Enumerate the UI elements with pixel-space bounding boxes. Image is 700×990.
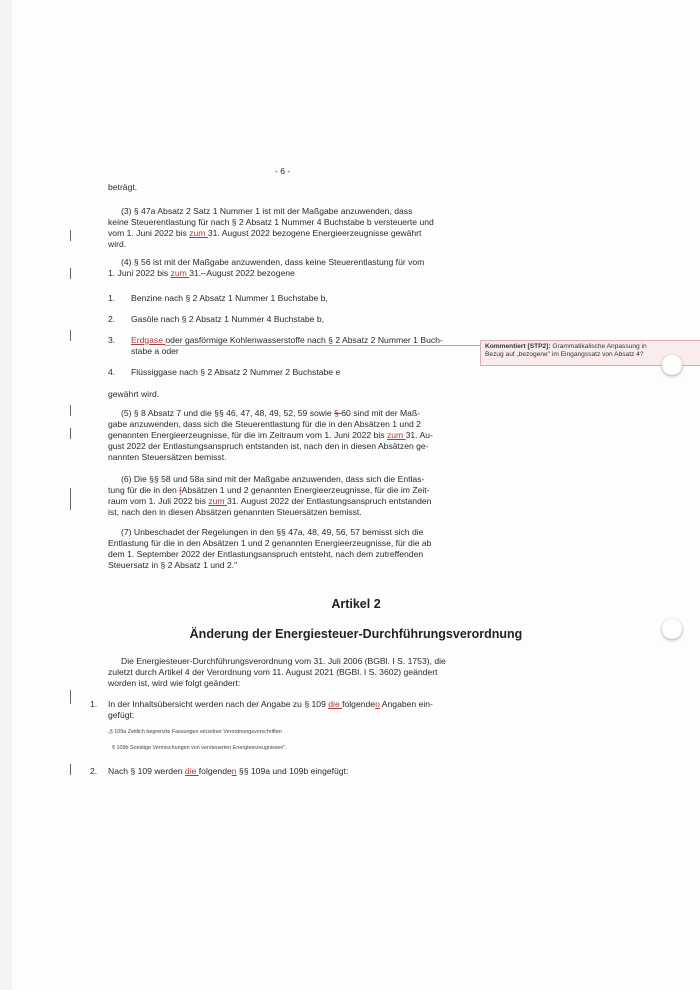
list-item: Benzine nach § 2 Absatz 1 Nummer 1 Buchstabe b, <box>131 293 328 303</box>
paragraph-4-line <box>108 268 295 280</box>
text-segment: tung für die in den <box>108 485 180 495</box>
intro-line: worden ist, wird wie folgt geändert: <box>108 678 241 688</box>
comment-connector-line <box>165 345 480 346</box>
text-segment: 31. <box>189 268 202 278</box>
article-heading: Artikel 2 <box>331 597 381 611</box>
paragraph-5-line: gabe anzuwenden, dass sich die Steuerentlastung für die in den Absätzen 1 und 2 <box>108 419 421 429</box>
text-segment: Nach § 109 werden <box>108 766 185 776</box>
change-bar <box>70 330 71 341</box>
list-number: 1. <box>108 293 116 303</box>
list-item: Flüssiggase nach § 2 Absatz 2 Nummer 2 Buchstabe e <box>131 367 341 377</box>
comment-text: Grammatikalische Anpassung in <box>552 343 647 350</box>
list-number: 2. <box>108 314 116 324</box>
text-segment: In der Inhaltsübersicht werden nach der Angabe zu § 109 <box>108 699 329 709</box>
paragraph-3-line: keine Steuerentlastung für nach § 2 Absatz 1 Nummer 4 Buchstabe b versteuerte und <box>108 217 434 227</box>
change-bar <box>70 268 71 279</box>
paragraph-5-line: gust 2022 der Entlastungsanspruch entstanden ist, nach den in diesen Absätzen ge- <box>108 441 429 451</box>
paragraph-3-line: (3) § 47a Absatz 2 Satz 1 Nummer 1 ist mit der Maßgabe anzuwenden, dass <box>121 206 413 216</box>
text-segment: 31. August 2022 der Entlastungsanspruch entstanden <box>226 496 432 506</box>
change-bar <box>70 230 71 241</box>
text-segment: §§ 109a und 109b eingefügt: <box>236 766 349 776</box>
deleted-text[interactable]: [ <box>179 485 182 495</box>
inserted-text[interactable]: zum <box>386 430 406 440</box>
text-segment: raum vom 1. Juli 2022 bis <box>108 496 209 506</box>
text-segment: folgende <box>198 766 232 776</box>
paragraph-6-line <box>108 485 430 497</box>
item-line <box>108 699 433 711</box>
inserted-text[interactable]: n <box>375 699 380 709</box>
paragraph-7-line: Entlastung für die in den Absätzen 1 und 2 genannten Energieerzeugnisse, für die ab <box>108 538 432 548</box>
text-segment: oder gasförmige Kohlenwasserstoffe nach § 2 Absatz 2 Nummer 1 Buch- <box>165 335 443 345</box>
change-bar <box>70 764 71 775</box>
change-bar <box>70 428 71 439</box>
inserted-text[interactable]: zum <box>208 496 227 506</box>
inserted-entry-109b: § 109b Sonstige Vermischungen von versteuerten Energieerzeugnissen". <box>112 745 287 751</box>
inserted-text[interactable]: zum <box>189 228 208 238</box>
item-number: 1. <box>90 699 98 709</box>
text-segment: 1. Juni 2022 bis <box>108 268 171 278</box>
text-segment: folgende <box>342 699 376 709</box>
inserted-entry-109a: „§ 109a Zeitlich begrenzte Fassungen einzelner Verordnungsvorschriften <box>108 729 282 735</box>
intro-line: Die Energiesteuer-Durchführungsverordnung vom 31. Juli 2006 (BGBl. I S. 1753), die <box>121 656 446 666</box>
comment-line-1 <box>485 343 697 351</box>
paragraph-5-line <box>108 430 433 442</box>
list-item-continuation: stabe a oder <box>131 346 179 356</box>
intro-line: zuletzt durch Artikel 4 der Verordnung vom 11. August 2021 (BGBl. I S. 3602) geändert <box>108 667 438 677</box>
document-page <box>12 0 700 990</box>
inserted-text[interactable]: Erdgase <box>131 335 166 345</box>
paragraph-7-line: dem 1. September 2022 der Entlastungsanspruch entsteht, nach dem zutreffenden <box>108 549 424 559</box>
list-number: 4. <box>108 367 116 377</box>
article-title: Änderung der Energiesteuer-Durchführungsverordnung <box>189 627 523 641</box>
text-segment: 60 sind mit der Maß- <box>341 408 421 418</box>
inserted-text[interactable]: zum <box>170 268 190 278</box>
list-number: 3. <box>108 335 116 345</box>
inserted-text[interactable]: n <box>231 766 237 776</box>
paragraph-6-line: (6) Die §§ 58 und 58a sind mit der Maßgabe anzuwenden, dass sich die Entlas- <box>121 474 425 484</box>
text-segment: 31. Au- <box>405 430 433 440</box>
item-line <box>108 766 348 778</box>
text-segment: (5) § 8 Absatz 7 und die §§ 46, 47, 48, 49, 52, 59 sowie <box>121 408 335 418</box>
text-line: beträgt. <box>108 182 138 192</box>
paragraph-5-line <box>121 408 420 420</box>
text-segment: 31. August 2022 bezogene Energieerzeugnisse gewährt <box>207 228 422 238</box>
scroll-indicator-circle[interactable] <box>662 619 682 639</box>
paragraph-6-line: ist, nach den in diesen Absätzen genannten Steuersätzen bemisst. <box>108 507 362 517</box>
text-segment: Angaben ein- <box>379 699 433 709</box>
inserted-text[interactable]: die <box>184 766 199 776</box>
comment-author: Kommentiert [STP2]: <box>485 343 551 350</box>
scroll-indicator-circle[interactable] <box>662 355 682 375</box>
deleted-text[interactable]: § <box>334 408 342 418</box>
list-item: Gasöle nach § 2 Absatz 1 Nummer 4 Buchstabe b, <box>131 314 324 324</box>
page-number: - 6 - <box>275 166 291 176</box>
comment-line-2: Bezug auf „bezogene" im Eingangssatz von Absatz 4? <box>485 351 644 359</box>
text-segment: Absätzen 1 und 2 genannten Energieerzeugnisse, für die im Zeit- <box>181 485 430 495</box>
text-segment: vom 1. Juni 2022 bis <box>108 228 190 238</box>
inserted-text[interactable]: die <box>328 699 343 709</box>
paragraph-3-line <box>108 228 421 240</box>
text-segment: -August 2022 bezogene <box>203 268 295 278</box>
text-line: gewährt wird. <box>108 389 160 399</box>
change-bar <box>70 405 71 416</box>
paragraph-5-line: nannten Steuersätzen bemisst. <box>108 452 227 462</box>
paragraph-6-line <box>108 496 431 508</box>
change-bar <box>70 690 71 704</box>
item-line: gefügt: <box>108 710 135 720</box>
paragraph-4-line: (4) § 56 ist mit der Maßgabe anzuwenden, dass keine Steuerentlastung für vom <box>121 257 425 267</box>
paragraph-7-line: Steuersatz in § 2 Absatz 1 und 2." <box>108 560 238 570</box>
paragraph-7-line: (7) Unbeschadet der Regelungen in den §§ 47a, 48, 49, 56, 57 bemisst sich die <box>121 527 424 537</box>
item-number: 2. <box>90 766 98 776</box>
text-segment: genannten Energieerzeugnisse, für die im Zeitraum vom 1. Juni 2022 bis <box>108 430 387 440</box>
paragraph-3-line: wird. <box>108 239 127 249</box>
change-bar <box>70 488 71 510</box>
